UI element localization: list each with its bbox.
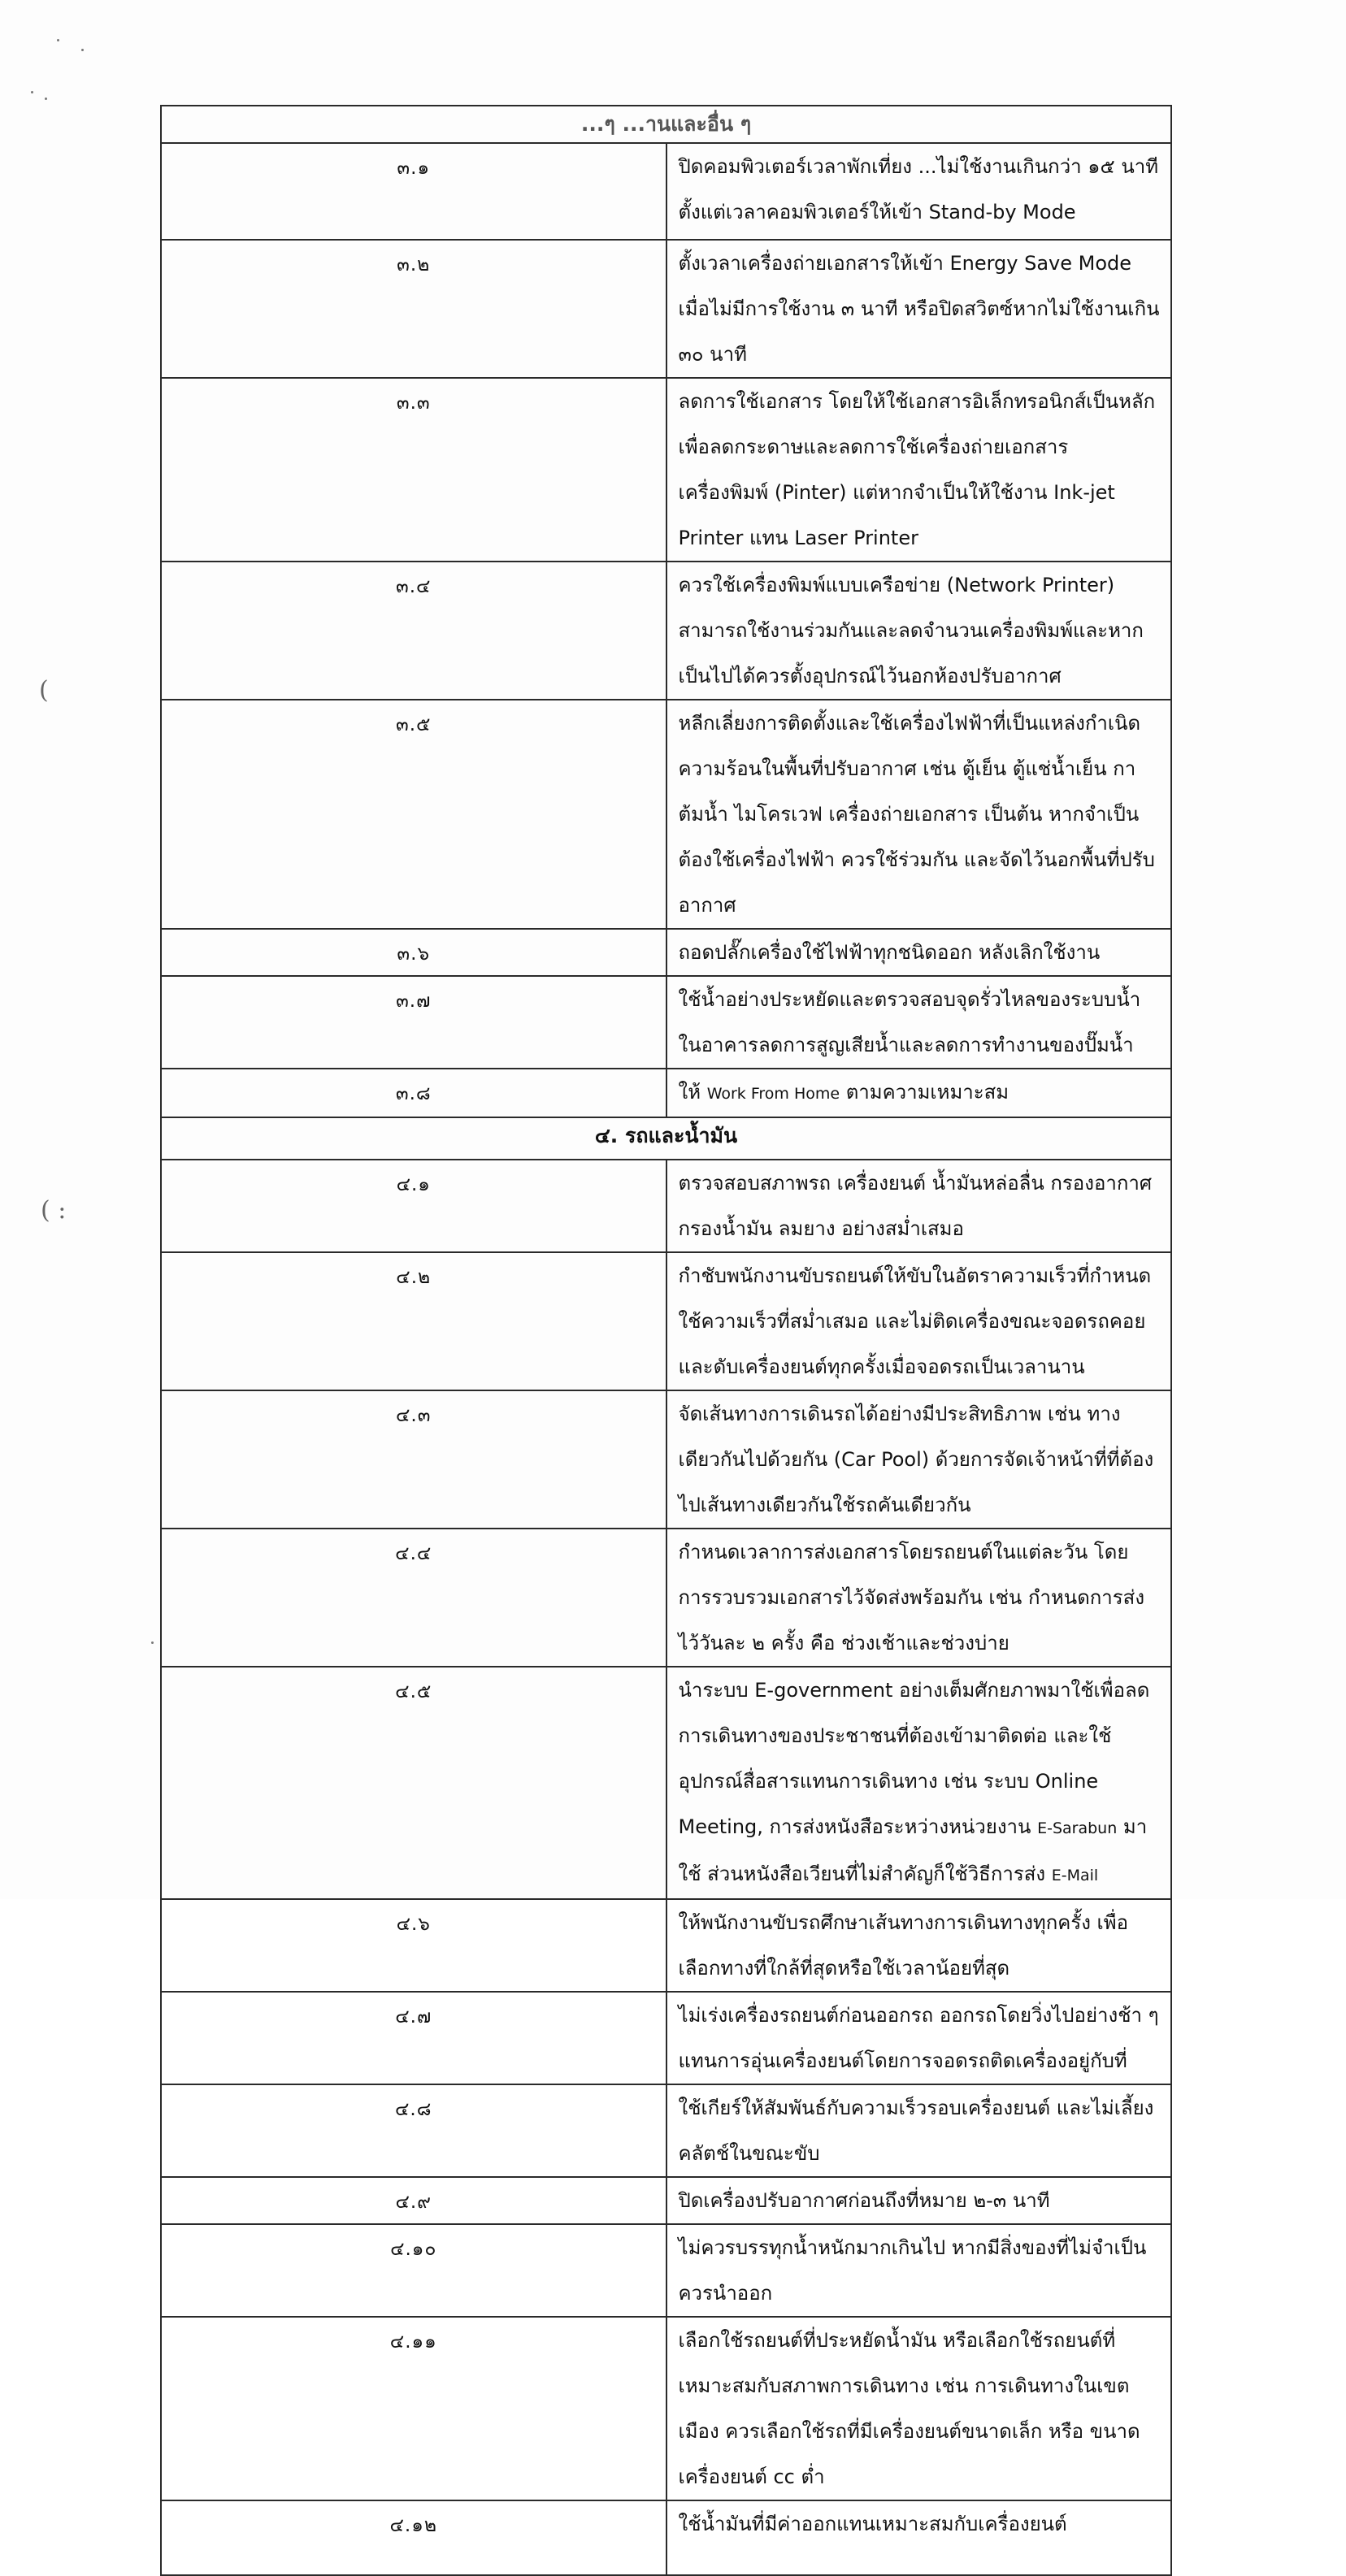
- table-row: [161, 2177, 1171, 2224]
- table-row: [161, 976, 1171, 1069]
- item-number: ๔.๒: [161, 1252, 666, 1390]
- item-number: ๔.๗: [161, 1992, 666, 2084]
- table-row: [161, 1992, 1171, 2084]
- item-text: ไม่เร่งเครื่องรถยนต์ก่อนออกรถ ออกรถโดยวิ่งไปอย่างช้า ๆ แทนการอุ่นเครื่องยนต์โดยการจอดรถติดเครื่องอยู่กับที่: [666, 1992, 1172, 2084]
- item-number: ๓.๕: [161, 700, 666, 929]
- item-text: ใช้เกียร์ให้สัมพันธ์กับความเร็วรอบเครื่องยนต์ และไม่เลี้ยงคลัตช์ในขณะขับ: [666, 2084, 1172, 2177]
- item-number: ๔.๕: [161, 1667, 666, 1899]
- item-text: [666, 1069, 1172, 1117]
- item-text: ลดการใช้เอกสาร โดยให้ใช้เอกสารอิเล็กทรอนิกส์เป็นหลัก เพื่อลดกระดาษและลดการใช้เครื่องถ่ายเอกสาร เครื่องพิมพ์ (Pinter) แต่หากจำเป็นให้ใช้งาน Ink-jet Printer แทน Laser Printer: [666, 378, 1172, 562]
- item-text: [666, 1667, 1172, 1899]
- item-number: ๓.๖: [161, 929, 666, 976]
- item-text: จัดเส้นทางการเดินรถได้อย่างมีประสิทธิภาพ เช่น ทางเดียวกันไปด้วยกัน (Car Pool) ด้วยการจัดเจ้าหน้าที่ที่ต้องไปเส้นทางเดียวกันใช้รถคันเดียวกัน: [666, 1390, 1172, 1529]
- section-4-title: ๔. รถและน้ำมัน: [161, 1117, 1171, 1160]
- table-row: [161, 2317, 1171, 2500]
- item-text: เลือกใช้รถยนต์ที่ประหยัดน้ำมัน หรือเลือกใช้รถยนต์ที่เหมาะสมกับสภาพการเดินทาง เช่น การเดินทางในเขตเมือง ควรเลือกใช้รถที่มีเครื่องยนต์ขนาดเล็ก หรือ ขนาดเครื่องยนต์ cc ต่ำ: [666, 2317, 1172, 2500]
- margin-mark: ( :: [41, 1196, 67, 1225]
- item-text-part: ตามความเหมาะสม: [845, 1081, 1009, 1104]
- measures-table: [160, 105, 1172, 2576]
- item-number: ๓.๒: [161, 240, 666, 378]
- table-row: [161, 1390, 1171, 1529]
- item-text: ควรใช้เครื่องพิมพ์แบบเครือข่าย (Network Printer) สามารถใช้งานร่วมกันและลดจำนวนเครื่องพิมพ์และหากเป็นไปได้ควรตั้งอุปกรณ์ไว้นอกห้องปรับอากาศ: [666, 562, 1172, 700]
- item-text: ตั้งเวลาเครื่องถ่ายเอกสารให้เข้า Energy Save Mode เมื่อไม่มีการใช้งาน ๓ นาที หรือปิดสวิตซ์หากไม่ใช้งานเกิน ๓๐ นาที: [666, 240, 1172, 378]
- item-text: หลีกเลี่ยงการติดตั้งและใช้เครื่องไฟฟ้าที่เป็นแหล่งกำเนิดความร้อนในพื้นที่ปรับอากาศ เช่น ตู้เย็น ตู้แช่น้ำเย็น กาต้มน้ำ ไมโครเวฟ เครื่องถ่ายเอกสาร เป็นต้น หากจำเป็นต้องใช้เครื่องไฟฟ้า ควรใช้ร่วมกัน และจัดไว้นอกพื้นที่ปรับอากาศ: [666, 700, 1172, 929]
- table-row: [161, 700, 1171, 929]
- item-number: ๓.๘: [161, 1069, 666, 1117]
- item-number: ๔.๑๐: [161, 2224, 666, 2317]
- item-number: ๓.๗: [161, 976, 666, 1069]
- item-text: ปิดเครื่องปรับอากาศก่อนถึงที่หมาย ๒-๓ นาที: [666, 2177, 1172, 2224]
- item-number: ๔.๔: [161, 1529, 666, 1667]
- table-row: [161, 1899, 1171, 1992]
- item-text: ปิดคอมพิวเตอร์เวลาพักเที่ยง ...ไม่ใช้งานเกินกว่า ๑๕ นาที ตั้งแต่เวลาคอมพิวเตอร์ให้เข้า Stand-by Mode: [666, 143, 1172, 240]
- item-number: ๔.๖: [161, 1899, 666, 1992]
- item-text-part: มาใช้ ส่วนหนังสือเวียนที่ไม่สำคัญก็ใช้วิธีการส่ง: [678, 1815, 1148, 1885]
- item-text: กำชับพนักงานขับรถยนต์ให้ขับในอัตราความเร็วที่กำหนด ใช้ความเร็วที่สม่ำเสมอ และไม่ติดเครื่องขณะจอดรถคอย และดับเครื่องยนต์ทุกครั้งเมื่อจอดรถเป็นเวลานาน: [666, 1252, 1172, 1390]
- item-number: ๔.๑๒: [161, 2500, 666, 2575]
- item-text: ถอดปลั๊กเครื่องใช้ไฟฟ้าทุกชนิดออก หลังเลิกใช้งาน: [666, 929, 1172, 976]
- item-text: ใช้น้ำมันที่มีค่าออกแทนเหมาะสมกับเครื่องยนต์: [666, 2500, 1172, 2575]
- item-text-part: ให้: [678, 1081, 701, 1104]
- table-row: [161, 378, 1171, 562]
- item-text: ให้พนักงานขับรถศึกษาเส้นทางการเดินทางทุกครั้ง เพื่อเลือกทางที่ใกล้ที่สุดหรือใช้เวลาน้อยที่สุด: [666, 1899, 1172, 1992]
- item-number: ๓.๑: [161, 143, 666, 240]
- table-row: [161, 143, 1171, 240]
- item-number: ๓.๓: [161, 378, 666, 562]
- item-text: ตรวจสอบสภาพรถ เครื่องยนต์ น้ำมันหล่อลื่น กรองอากาศ กรองน้ำมัน ลมยาง อย่างสม่ำเสมอ: [666, 1160, 1172, 1252]
- item-text: ใช้น้ำอย่างประหยัดและตรวจสอบจุดรั่วไหลของระบบน้ำในอาคารลดการสูญเสียน้ำและลดการทำงานของปั๊มน้ำ: [666, 976, 1172, 1069]
- table-row: [161, 240, 1171, 378]
- item-number: ๔.๑: [161, 1160, 666, 1252]
- section-3-title: ...ๆ ...านและอื่น ๆ: [161, 106, 1171, 143]
- item-number: ๔.๘: [161, 2084, 666, 2177]
- table-row: [161, 1667, 1171, 1899]
- table-row: [161, 2224, 1171, 2317]
- table-row: [161, 1529, 1171, 1667]
- table-row: [161, 1160, 1171, 1252]
- table-row: [161, 1069, 1171, 1117]
- margin-mark: (: [39, 676, 49, 705]
- item-text-small: E-Sarabun: [1037, 1819, 1118, 1837]
- section-header-row: [161, 1117, 1171, 1160]
- item-text-small: E-Mail: [1051, 1867, 1099, 1884]
- table-row: [161, 1252, 1171, 1390]
- table-row: [161, 562, 1171, 700]
- table-row: [161, 2500, 1171, 2575]
- item-text-small: Work From Home: [706, 1085, 840, 1103]
- item-number: ๔.๓: [161, 1390, 666, 1529]
- item-text: กำหนดเวลาการส่งเอกสารโดยรถยนต์ในแต่ละวัน โดยการรวบรวมเอกสารไว้จัดส่งพร้อมกัน เช่น กำหนดการส่งไว้วันละ ๒ ครั้ง คือ ช่วงเช้าและช่วงบ่าย: [666, 1529, 1172, 1667]
- item-text: ไม่ควรบรรทุกน้ำหนักมากเกินไป หากมีสิ่งของที่ไม่จำเป็น ควรนำออก: [666, 2224, 1172, 2317]
- table-row: [161, 929, 1171, 976]
- item-number: ๓.๔: [161, 562, 666, 700]
- table-row: [161, 2084, 1171, 2177]
- item-text-part: นำระบบ E-government อย่างเต็มศักยภาพมาใช้เพื่อลดการเดินทางของประชาชนที่ต้องเข้ามาติดต่อ และใช้อุปกรณ์สื่อสารแทนการเดินทาง เช่น ระบบ Online Meeting, การส่งหนังสือระหว่างหน่วยงาน: [678, 1679, 1150, 1838]
- item-number: ๔.๑๑: [161, 2317, 666, 2500]
- item-number: ๔.๙: [161, 2177, 666, 2224]
- section-header-row: [161, 106, 1171, 143]
